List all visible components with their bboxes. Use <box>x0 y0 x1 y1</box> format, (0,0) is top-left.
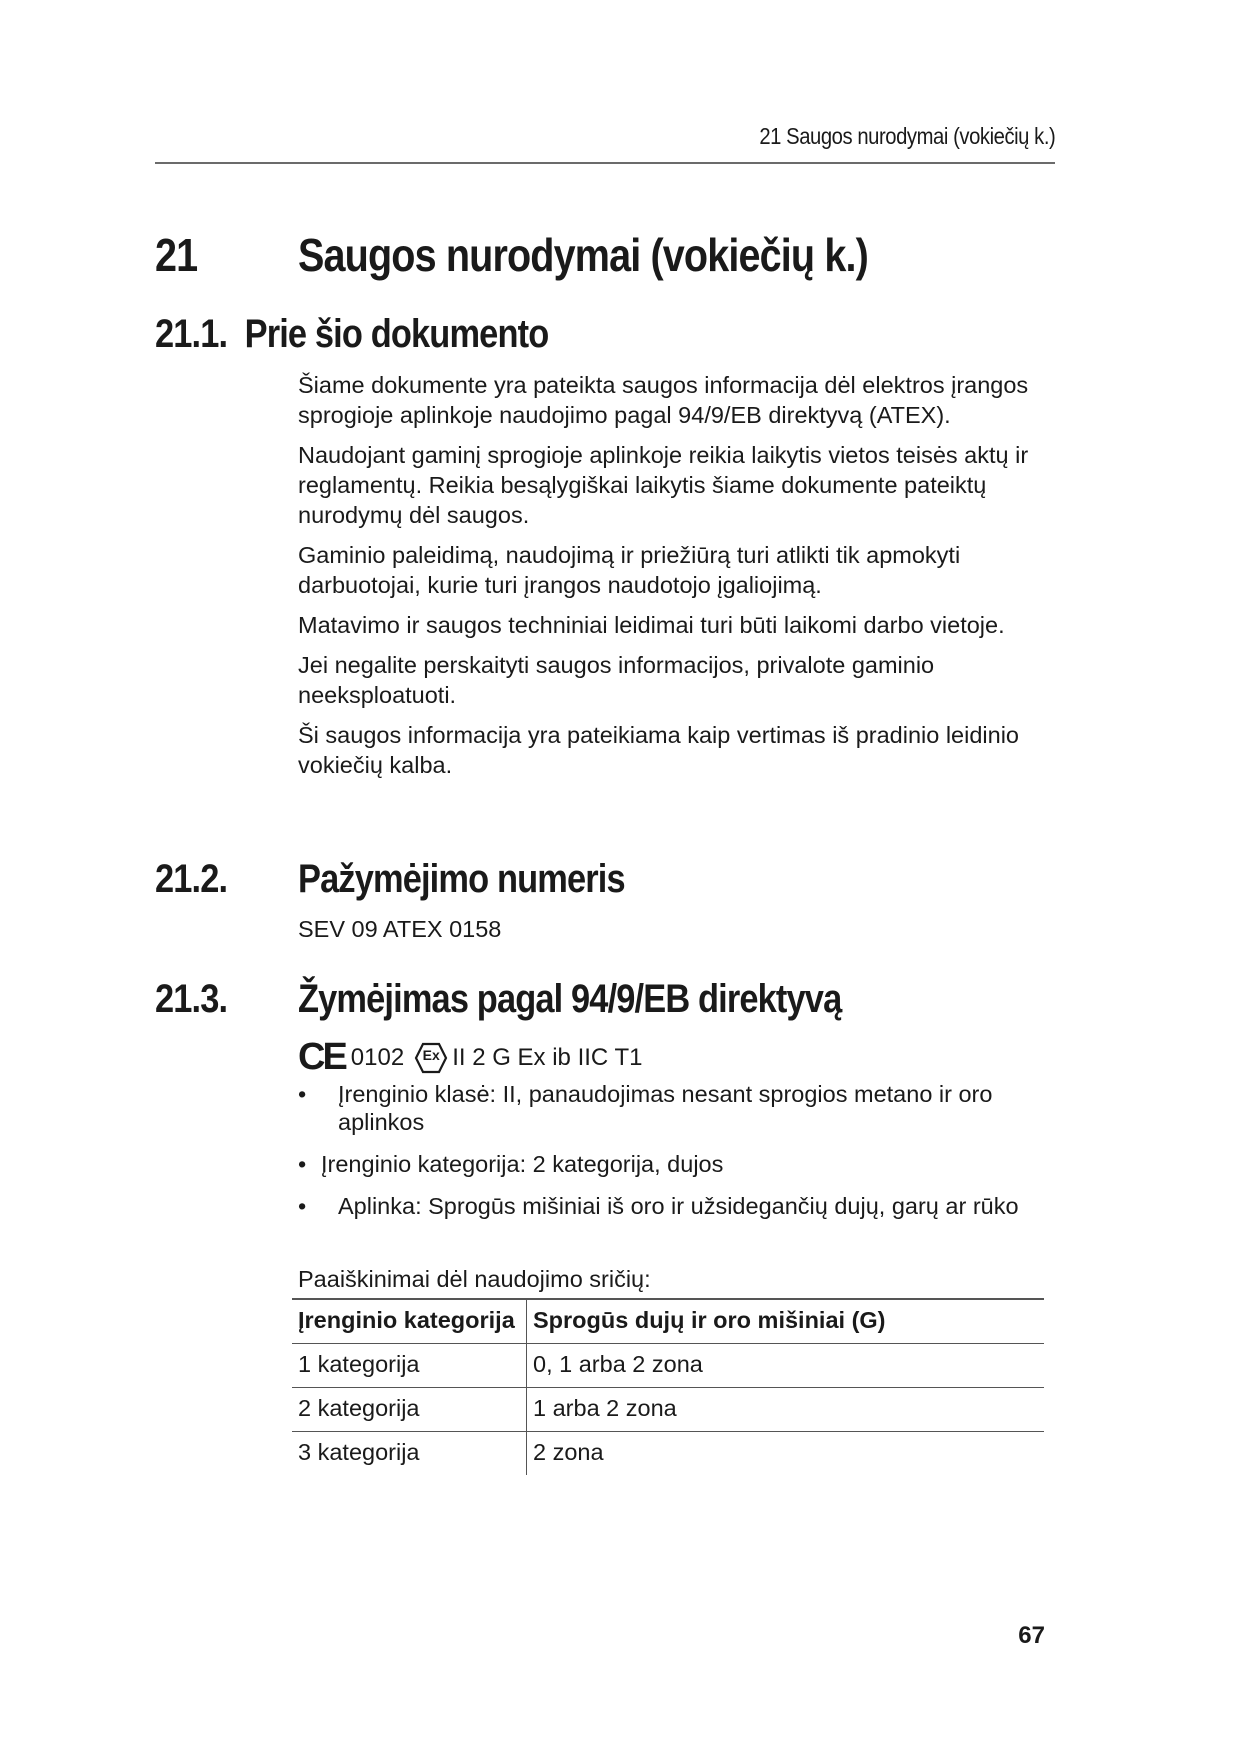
certificate-number: SEV 09 ATEX 0158 <box>298 916 502 942</box>
table-row <box>292 1388 1044 1432</box>
chapter-title: Saugos nurodymai (vokiečių k.) <box>298 229 868 281</box>
table-cell: 2 kategorija <box>292 1388 527 1432</box>
list-item: • Aplinka: Sprogūs mišiniai iš oro ir užsidegančių dujų, garų ar rūko <box>298 1193 1019 1219</box>
category-table <box>292 1298 1044 1475</box>
ex-marking-code: II 2 G Ex ib IIC T1 <box>452 1043 643 1071</box>
table-cell: 1 arba 2 zona <box>533 1395 677 1421</box>
ce-mark-icon: CE <box>298 1036 345 1078</box>
section-2-title: Pažymėjimo numeris <box>298 857 625 901</box>
table-cell: 3 kategorija <box>292 1432 527 1476</box>
section-3-number: 21.3. <box>155 977 228 1021</box>
section-1-body <box>298 370 1068 790</box>
table-row <box>292 1432 1044 1476</box>
table-caption: Paaiškinimai dėl naudojimo sričių: <box>298 1266 651 1292</box>
table-cell: 0, 1 arba 2 zona <box>533 1351 703 1377</box>
table-header-cell: Įrenginio kategorija <box>292 1299 527 1344</box>
classification-list <box>298 1080 1078 1234</box>
notified-body-number: 0102 <box>350 1043 405 1071</box>
paragraph: Gaminio paleidimą, naudojimą ir priežiūrą turi atlikti tik apmokyti darbuotojai, kurie turi įrangos naudotojo įgaliojimą. <box>298 542 961 598</box>
atex-marking <box>298 1036 642 1079</box>
page-number: 67 <box>1018 1622 1045 1649</box>
table-header-cell: Sprogūs dujų ir oro mišiniai (G) <box>533 1307 886 1333</box>
header-rule <box>155 162 1055 164</box>
paragraph: Matavimo ir saugos techniniai leidimai turi būti laikomi darbo vietoje. <box>298 612 1005 638</box>
table-row <box>292 1344 1044 1388</box>
chapter-number: 21 <box>155 229 198 281</box>
running-header: 21 Saugos nurodymai (vokiečių k.) <box>759 123 1055 149</box>
paragraph: Šiame dokumente yra pateikta saugos informacija dėl elektros įrangos sprogioje aplinkoje naudojimo pagal 94/9/EB direktyvą (ATEX). <box>298 372 1029 428</box>
section-1-heading: 21.1. Prie šio dokumento <box>155 312 549 356</box>
table-cell: 2 zona <box>533 1439 604 1465</box>
list-item: • Įrenginio klasė: II, panaudojimas nesant sprogios metano ir oro aplinkos <box>298 1081 993 1135</box>
paragraph: Ši saugos informacija yra pateikiama kaip vertimas iš pradinio leidinio vokiečių kalba. <box>298 722 1019 778</box>
section-2-number: 21.2. <box>155 857 228 901</box>
table-header-row <box>292 1299 1044 1344</box>
section-3-title: Žymėjimas pagal 94/9/EB direktyvą <box>298 977 842 1021</box>
paragraph: Naudojant gaminį sprogioje aplinkoje reikia laikytis vietos teisės aktų ir reglamentų. Reikia besąlygiškai laikytis šiame dokumente pateiktų nurodymų dėl saugos. <box>298 442 1029 528</box>
ex-hexagon-icon: Ex <box>414 1042 448 1074</box>
paragraph: Jei negalite perskaityti saugos informacijos, privalote gaminio neeksploatuoti. <box>298 652 935 708</box>
table-cell: 1 kategorija <box>292 1344 527 1388</box>
list-item: • Įrenginio kategorija: 2 kategorija, dujos <box>298 1151 724 1177</box>
